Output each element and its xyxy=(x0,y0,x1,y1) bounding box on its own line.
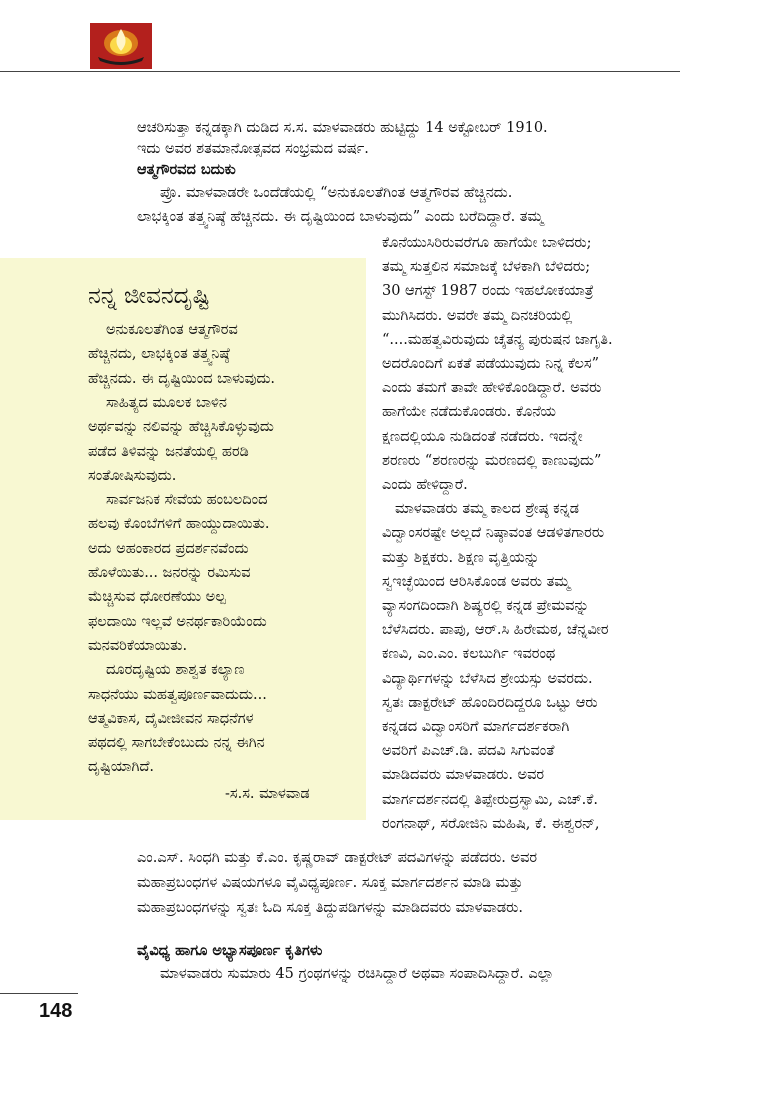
sidebar-line: ಅನುಕೂಲತೆಗಿಂತ ಆತ್ಮಗೌರವ xyxy=(106,322,238,338)
sidebar-line: ಅದು ಅಹಂಕಾರದ ಪ್ರದರ್ಶನವೆಂದು xyxy=(88,541,249,557)
sidebar-line: ಆತ್ಮವಿಕಾಸ, ದೈವೀಜೀವನ ಸಾಧನೆಗಳ xyxy=(88,711,254,727)
sidebar-line: ಸಾರ್ವಜನಿಕ ಸೇವೆಯ ಹಂಬಲದಿಂದ xyxy=(106,492,268,508)
right-column-line: ಎಂದು ತಮಗೆ ತಾವೇ ಹೇಳಿಕೊಂಡಿದ್ದಾರೆ. ಅವರು xyxy=(382,380,602,396)
sidebar-line: ದೂರದೃಷ್ಟಿಯ ಶಾಶ್ವತ ಕಲ್ಯಾಣ xyxy=(106,662,245,678)
page-number: 148 xyxy=(39,1000,73,1022)
right-column-line: ಮಾಳವಾಡರು ತಮ್ಮ ಕಾಲದ ಶ್ರೇಷ್ಠ ಕನ್ನಡ xyxy=(395,501,579,517)
right-column-line: ವಿದ್ವಾಂಸರಷ್ಟೇ ಅಲ್ಲದೆ ನಿಷ್ಠಾವಂತ ಆಡಳಿತಗಾರರು xyxy=(382,525,605,541)
sidebar-title: ನನ್ನ ಜೀವನದೃಷ್ಟಿ xyxy=(88,283,210,309)
section-heading: ವೈವಿಧ್ಯ ಹಾಗೂ ಅಭ್ಯಾಸಪೂರ್ಣ ಕೃತಿಗಳು xyxy=(137,942,323,959)
right-column-line: ಮಾಡಿದವರು ಮಾಳವಾಡರು. ಅವರ xyxy=(382,767,545,783)
footer-rule xyxy=(0,993,78,994)
right-column-line: ಎಂದು ಹೇಳಿದ್ದಾರೆ. xyxy=(382,477,468,493)
paragraph-line: ಪ್ರೊ. ಮಾಳವಾಡರೇ ಒಂದೆಡೆಯಲ್ಲಿ “ಅನುಕೂಲತೆಗಿಂತ ಆತ್ಮಗೌರವ ಹೆಚ್ಚಿನದು. xyxy=(160,185,513,201)
section-heading: ಆತ್ಮಗೌರವದ ಬದುಕು xyxy=(137,161,236,178)
right-column-line: ತಮ್ಮ ಸುತ್ತಲಿನ ಸಮಾಜಕ್ಕೆ ಬೆಳಕಾಗಿ ಬೆಳಿದರು; xyxy=(382,259,591,275)
sidebar-line: ದೃಷ್ಟಿಯಾಗಿದೆ. xyxy=(88,759,155,775)
right-column-line: ಅದರೊಂದಿಗೆ ಏಕತೆ ಪಡೆಯುವುದು ನಿನ್ನ ಕೆಲಸ” xyxy=(382,356,600,372)
sidebar-line: ಪಥದಲ್ಲಿ ಸಾಗಬೇಕೆಂಬುದು ನನ್ನ ಈಗಿನ xyxy=(88,735,265,751)
sidebar-line: ಹಲವು ಕೊಂಬೆಗಳಿಗೆ ಹಾಯ್ದುದಾಯಿತು. xyxy=(88,516,270,532)
sidebar-line: ಸಾಧನೆಯು ಮಹತ್ವಪೂರ್ಣವಾದುದು... xyxy=(88,687,267,703)
paragraph-line: ಮಹಾಪ್ರಬಂಧಗಳ ವಿಷಯಗಳೂ ವೈವಿಧ್ಯಪೂರ್ಣ. ಸೂಕ್ತ ಮಾರ್ಗದರ್ಶನ ಮಾಡಿ ಮತ್ತು xyxy=(137,875,523,891)
sidebar-line: ಹೆಚ್ಚಿನದು, ಲಾಭಕ್ಕಿಂತ ತತ್ತ್ವನಿಷ್ಠೆ xyxy=(88,346,230,362)
right-column-line: 30 ಆಗಸ್ಟ್ 1987 ರಂದು ಇಹಲೋಕಯಾತ್ರೆ xyxy=(382,283,594,299)
sidebar-line: ಫಲದಾಯಿ ಇಲ್ಲವೆ ಅನರ್ಥಕಾರಿಯೆಂದು xyxy=(88,614,267,630)
paragraph-line: ಮಾಳವಾಡರು ಸುಮಾರು 45 ಗ್ರಂಥಗಳನ್ನು ರಚಿಸಿದ್ದಾರೆ ಅಥವಾ ಸಂಪಾದಿಸಿದ್ದಾರೆ. ಎಲ್ಲಾ xyxy=(160,966,554,982)
right-column-line: ಸ್ವತಃ ಡಾಕ್ಟರೇಟ್ ಹೊಂದಿರದಿದ್ದರೂ ಒಟ್ಟು ಆರು xyxy=(382,695,598,711)
right-column-line: “....ಮಹತ್ವವಿರುವುದು ಚೈತನ್ಯ ಪುರುಷನ ಜಾಗೃತಿ. xyxy=(382,332,613,348)
right-column-line: ರಂಗನಾಥ್, ಸರೋಜಿನಿ ಮಹಿಷಿ, ಕೆ. ಈಶ್ವರನ್, xyxy=(382,816,600,832)
sidebar-line: ಸಾಹಿತ್ಯದ ಮೂಲಕ ಬಾಳಿನ xyxy=(106,395,227,411)
sidebar-line: ಸಂತೋಷಿಸುವುದು. xyxy=(88,468,177,484)
sidebar-author: -ಸ.ಸ. ಮಾಳವಾಡ xyxy=(225,786,310,802)
paragraph-line: ಎಂ.ಎಸ್. ಸಿಂಧಗಿ ಮತ್ತು ಕೆ.ಎಂ. ಕೃಷ್ಣರಾವ್ ಡಾಕ್ಟರೇಟ್ ಪದವಿಗಳನ್ನು ಪಡೆದರು. ಅವರ xyxy=(137,850,538,866)
intro-line: ಆಚರಿಸುತ್ತಾ ಕನ್ನಡಕ್ಕಾಗಿ ದುಡಿದ ಸ.ಸ. ಮಾಳವಾಡರು ಹುಟ್ಟಿದ್ದು 14 ಅಕ್ಟೋಬರ್ 1910. xyxy=(137,120,548,136)
right-column-line: ಕಣವಿ, ಎಂ.ಎಂ. ಕಲಬುರ್ಗಿ ಇವರಂಥ xyxy=(382,646,556,662)
right-column-line: ಅವರಿಗೆ ಪಿಎಚ್.ಡಿ. ಪದವಿ ಸಿಗುವಂತೆ xyxy=(382,743,555,759)
paragraph-line: ಮಹಾಪ್ರಬಂಧಗಳನ್ನು ಸ್ವತಃ ಓದಿ ಸೂಕ್ತ ತಿದ್ದುಪಡಿಗಳನ್ನು ಮಾಡಿದವರು ಮಾಳವಾಡರು. xyxy=(137,900,524,916)
intro-line: ಇದು ಅವರ ಶತಮಾನೋತ್ಸವದ ಸಂಭ್ರಮದ ವರ್ಷ. xyxy=(137,141,369,157)
right-column-line: ಸ್ವಇಚ್ಛೆಯಿಂದ ಆರಿಸಿಕೊಂಡ ಅವರು ತಮ್ಮ xyxy=(382,574,571,590)
sidebar-line: ಹೊಳೆಯಿತು... ಜನರನ್ನು ರಮಿಸುವ xyxy=(88,565,251,581)
right-column-line: ಕನ್ನಡದ ವಿದ್ವಾಂಸರಿಗೆ ಮಾರ್ಗದರ್ಶಕರಾಗಿ xyxy=(382,719,570,735)
right-column-line: ಮುಗಿಸಿದರು. ಅವರೇ ತಮ್ಮ ದಿನಚರಿಯಲ್ಲಿ xyxy=(382,308,573,324)
right-column-line: ಮತ್ತು ಶಿಕ್ಷಕರು. ಶಿಕ್ಷಣ ವೃತ್ತಿಯನ್ನು xyxy=(382,550,540,566)
right-column-line: ವಿದ್ಯಾರ್ಥಿಗಳನ್ನು ಬೆಳೆಸಿದ ಶ್ರೇಯಸ್ಸು ಅವರದು. xyxy=(382,671,593,687)
lamp-flame-icon xyxy=(90,23,152,69)
sidebar-line: ಅರ್ಥವನ್ನು ನಲಿವನ್ನು ಹೆಚ್ಚಿಸಿಕೊಳ್ಳುವುದು xyxy=(88,419,274,435)
right-column-line: ಮಾರ್ಗದರ್ಶನದಲ್ಲಿ ತಿಪ್ಪೇರುದ್ರಸ್ವಾಮಿ, ಎಚ್.ಕೆ. xyxy=(382,792,598,808)
right-column-line: ಬೆಳೆಸಿದರು. ಪಾಪು, ಆರ್.ಸಿ ಹಿರೇಮಠ, ಚೆನ್ನವೀರ xyxy=(382,622,609,638)
paragraph-line: ಲಾಭಕ್ಕಿಂತ ತತ್ತ್ವನಿಷ್ಠೆ ಹೆಚ್ಚಿನದು. ಈ ದೃಷ್ಟಿಯಿಂದ ಬಾಳುವುದು” ಎಂದು ಬರೆದಿದ್ದಾರೆ. ತಮ್ಮ xyxy=(137,209,544,225)
sidebar-line: ಮೆಚ್ಚಿಸುವ ಧೋರಣೆಯು ಅಲ್ಪ xyxy=(88,589,226,605)
sidebar-line: ಪಡೆದ ತಿಳಿವನ್ನು ಜನತೆಯಲ್ಲಿ ಹರಡಿ xyxy=(88,444,249,460)
right-column-line: ವ್ಯಾಸಂಗದಿಂದಾಗಿ ಶಿಷ್ಯರಲ್ಲಿ ಕನ್ನಡ ಪ್ರೇಮವನ್ನು xyxy=(382,598,590,614)
right-column-line: ಕೊನೆಯುಸಿರಿರುವರೆಗೂ ಹಾಗೆಯೇ ಬಾಳಿದರು; xyxy=(382,235,592,251)
right-column-line: ಕ್ಷಣದಲ್ಲಿಯೂ ನುಡಿದಂತೆ ನಡೆದರು. ಇದನ್ನೇ xyxy=(382,429,583,445)
sidebar-line: ಹೆಚ್ಚಿನದು. ಈ ದೃಷ್ಟಿಯಿಂದ ಬಾಳುವುದು. xyxy=(88,371,276,387)
header-rule xyxy=(0,71,680,72)
right-column-line: ಹಾಗೆಯೇ ನಡೆದುಕೊಂಡರು. ಕೊನೆಯ xyxy=(382,404,556,420)
sidebar-line: ಮನವರಿಕೆಯಾಯಿತು. xyxy=(88,638,188,654)
right-column-line: ಶರಣರು “ಶರಣರನ್ನು ಮರಣದಲ್ಲಿ ಕಾಣುವುದು” xyxy=(382,453,602,469)
